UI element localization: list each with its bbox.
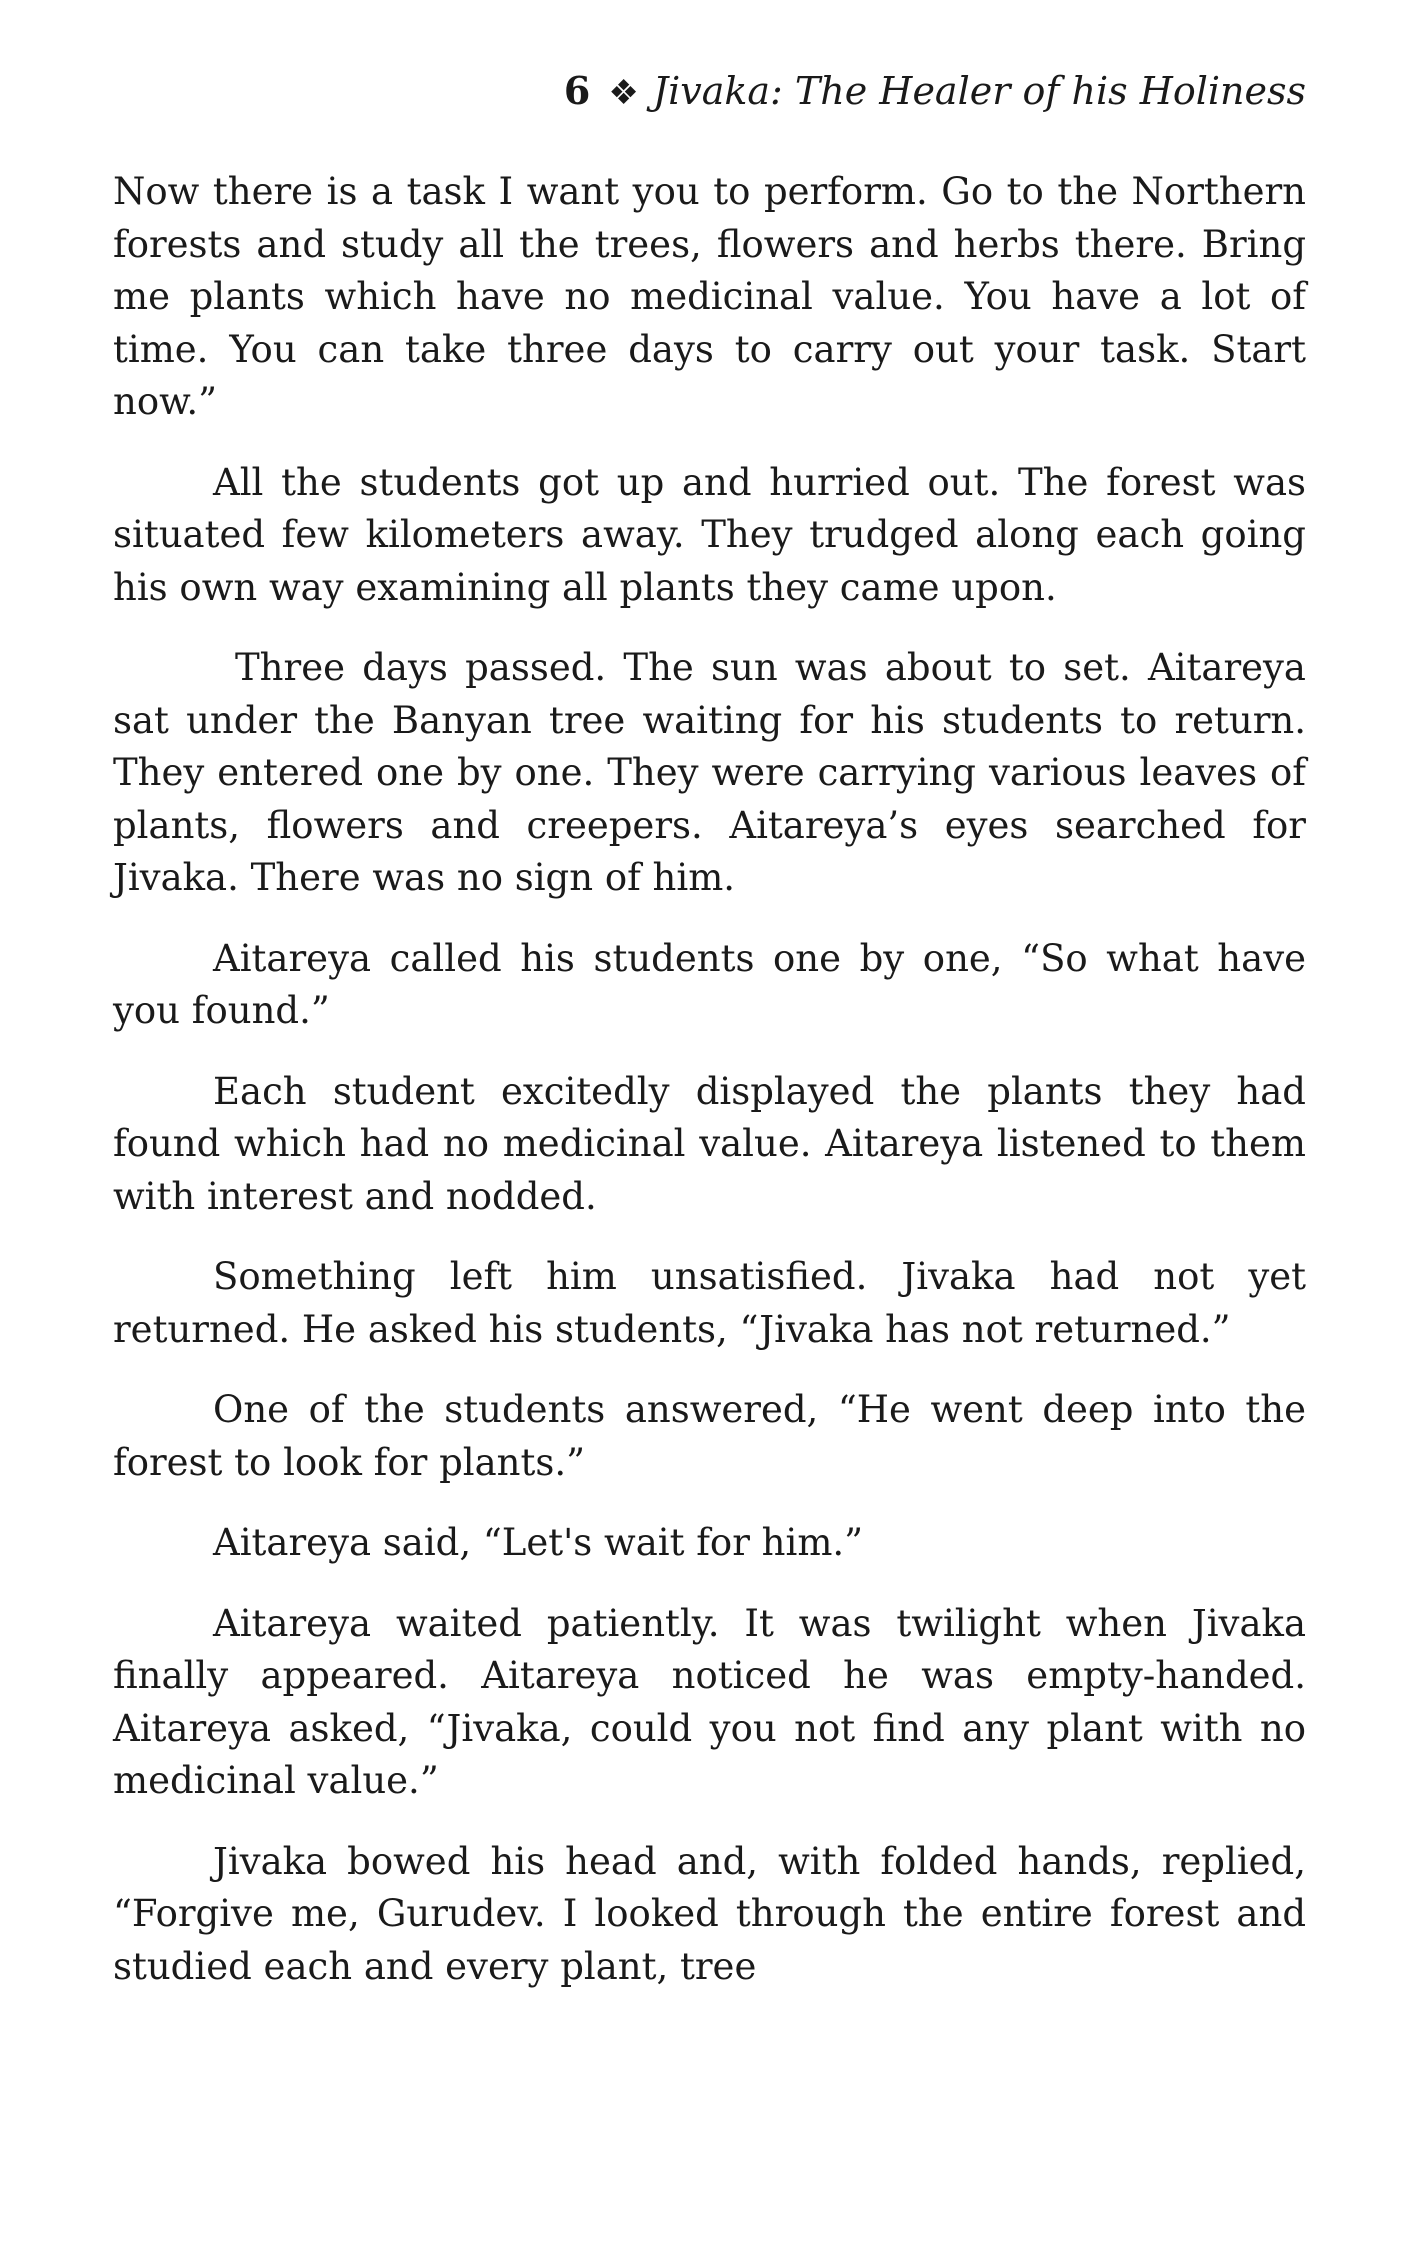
fleuron-ornament-icon: ❖ (608, 73, 639, 113)
paragraph-5: Each student excitedly displayed the plants they had found which had no medicinal value. Aitareya listened to them with interest and nodded. (113, 1069, 1306, 1218)
paragraph-2: All the students got up and hurried out. The forest was situated few kilometers away. They trudged along each going his own way examining all plants they came upon. (113, 460, 1306, 609)
running-header (564, 64, 1306, 120)
paragraph-1: Now there is a task I want you to perform. Go to the Northern forests and study all the trees, flowers and herbs there. Bring me plants which have no medicinal value. You have a lot of time. You can take three days to carry out your task. Start now.” (113, 170, 1306, 423)
paragraph-6: Something left him unsatisfied. Jivaka had not yet returned. He asked his students, “Jivaka has not returned.” (113, 1255, 1306, 1351)
paragraph-4: Aitareya called his students one by one, “So what have you found.” (113, 936, 1306, 1032)
page-number: 6 (563, 68, 591, 113)
paragraph-9: Aitareya waited patiently. It was twilight when Jivaka finally appeared. Aitareya noticed he was empty-handed. Aitareya asked, “Jivaka, could you not find any plant with no medicinal value.” (113, 1601, 1306, 1802)
paragraph-10: Jivaka bowed his head and, with folded hands, replied, “Forgive me, Gurudev. I looked through the entire forest and studied each and every plant, tree (113, 1839, 1306, 1988)
paragraph-7: One of the students answered, “He went deep into the forest to look for plants.” (113, 1388, 1306, 1484)
body-text (113, 166, 1306, 2021)
paragraph-3: Three days passed. The sun was about to set. Aitareya sat under the Banyan tree waiting for his students to return. They entered one by one. They were carrying various leaves of plants, flowers and creepers. Aitareya’s eyes searched for Jivaka. There was no sign of him. (113, 646, 1306, 899)
paragraph-8: Aitareya said, “Let's wait for him.” (213, 1521, 864, 1564)
book-title: Jivaka: The Healer of his Holiness (652, 69, 1306, 113)
